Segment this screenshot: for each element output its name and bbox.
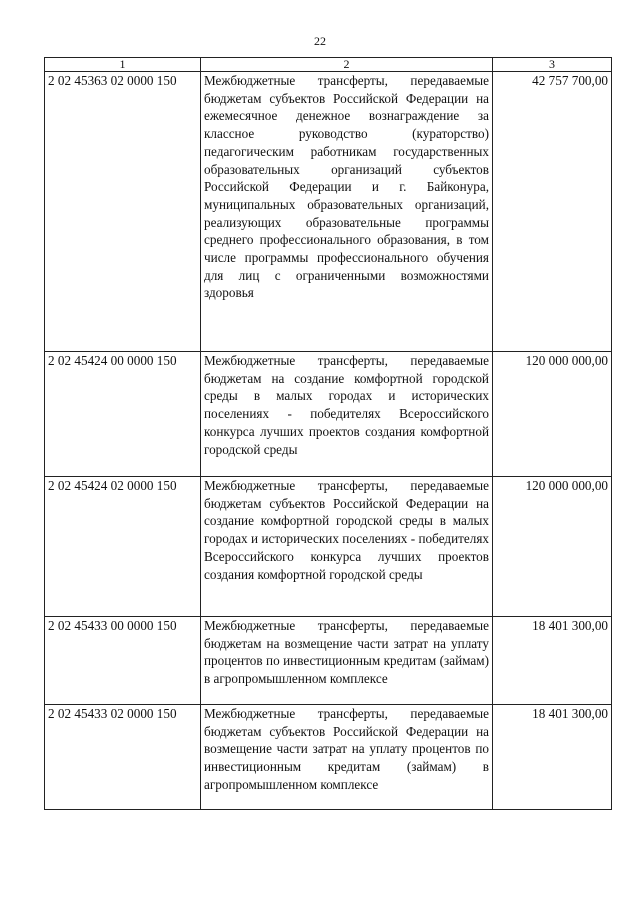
budget-revenue-table bbox=[44, 57, 612, 810]
description-cell: Межбюджетные трансферты, передаваемые бюджетам на создание комфортной городской среды в малых городах и исторических поселениях - победителях Всероссийского конкурса лучших проектов создания комфортной городской среды bbox=[201, 352, 493, 477]
description-cell: Межбюджетные трансферты, передаваемые бюджетам на возмещение части затрат на уплату процентов по инвестиционным кредитам (займам) в агропромышленном комплексе bbox=[201, 617, 493, 705]
amount-cell: 120 000 000,00 bbox=[493, 352, 612, 477]
column-header-code: 1 bbox=[45, 58, 201, 72]
page-number: 22 bbox=[314, 34, 326, 48]
column-header-amount: 3 bbox=[493, 58, 612, 72]
amount-cell: 42 757 700,00 bbox=[493, 72, 612, 352]
description-cell: Межбюджетные трансферты, передаваемые бюджетам субъектов Российской Федерации на возмещение части затрат на уплату процентов по инвестиционным кредитам (займам) в агропромышленном комплексе bbox=[201, 705, 493, 810]
amount-cell: 18 401 300,00 bbox=[493, 705, 612, 810]
amount-cell: 120 000 000,00 bbox=[493, 477, 612, 617]
table-header-row bbox=[45, 58, 612, 72]
budget-code-cell: 2 02 45433 00 0000 150 bbox=[45, 617, 201, 705]
budget-code-cell: 2 02 45424 00 0000 150 bbox=[45, 352, 201, 477]
column-header-name: 2 bbox=[201, 58, 493, 72]
amount-cell: 18 401 300,00 bbox=[493, 617, 612, 705]
budget-code-cell: 2 02 45424 02 0000 150 bbox=[45, 477, 201, 617]
description-cell: Межбюджетные трансферты, передаваемые бюджетам субъектов Российской Федерации на ежемесячное денежное вознаграждение за классное руководство (кураторство) педагогическим работникам государственных образовательных организаций субъектов Российской Федерации и г. Байконура, муниципальных образовательных организаций, реализующих образовательные программы среднего профессионального образования, в том числе программы профессионального обучения для лиц с ограниченными возможностями здоровья bbox=[201, 72, 493, 352]
budget-code-cell: 2 02 45363 02 0000 150 bbox=[45, 72, 201, 352]
table-row bbox=[45, 72, 612, 352]
description-cell: Межбюджетные трансферты, передаваемые бюджетам субъектов Российской Федерации на создание комфортной городской среды в малых городах и исторических поселениях - победителях Всероссийского конкурса лучших проектов создания комфортной городской среды bbox=[201, 477, 493, 617]
table-row bbox=[45, 617, 612, 705]
budget-code-cell: 2 02 45433 02 0000 150 bbox=[45, 705, 201, 810]
table-row bbox=[45, 477, 612, 617]
table-row bbox=[45, 352, 612, 477]
table-row bbox=[45, 705, 612, 810]
